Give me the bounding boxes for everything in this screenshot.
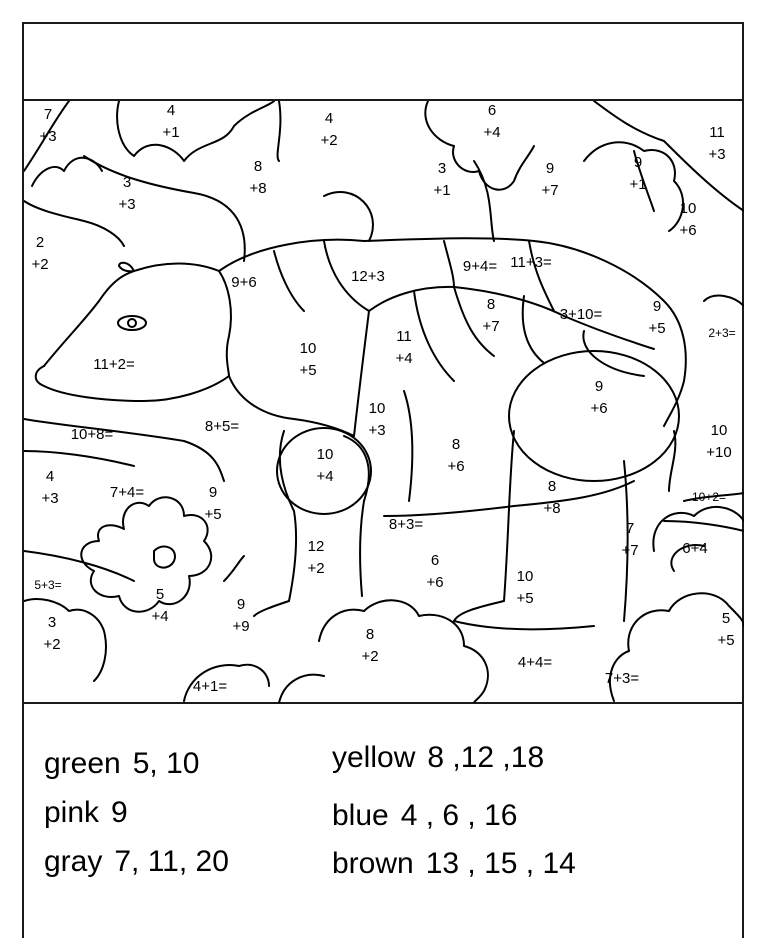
region-label: 3 +1 bbox=[433, 160, 451, 199]
region-label: 5+3= bbox=[34, 578, 62, 592]
region-label: 4 +2 bbox=[320, 110, 338, 149]
region-label: 8+5= bbox=[204, 418, 240, 435]
region-label: 9 +1 bbox=[629, 154, 647, 193]
region-label: 8+3= bbox=[388, 516, 424, 533]
legend-color: green bbox=[44, 747, 121, 780]
region-label: 10 +5 bbox=[516, 568, 534, 607]
region-label: 10+2= bbox=[691, 490, 727, 504]
legend-color: yellow bbox=[332, 741, 416, 774]
region-label: 10+8= bbox=[70, 426, 114, 443]
region-label: 6+4 bbox=[682, 540, 708, 557]
legend-blue bbox=[332, 801, 517, 831]
region-label: 2+3= bbox=[708, 326, 736, 340]
legend-color: blue bbox=[332, 799, 389, 832]
region-label: 2 +2 bbox=[31, 234, 49, 273]
legend-numbers: 9 bbox=[111, 796, 128, 829]
region-label: 9 +6 bbox=[590, 378, 608, 417]
coloring-picture bbox=[24, 101, 744, 703]
region-label: 8 +8 bbox=[249, 158, 267, 197]
legend-numbers: 4 , 6 , 16 bbox=[400, 799, 518, 832]
region-label: 10 +4 bbox=[316, 446, 334, 485]
region-label: 9+6 bbox=[231, 274, 257, 291]
region-label: 12+3 bbox=[351, 268, 385, 285]
region-label: 9+4= bbox=[462, 258, 498, 275]
region-label: 10 +3 bbox=[368, 400, 386, 439]
region-label: 10 +10 bbox=[706, 422, 732, 461]
region-label: 11 +3 bbox=[708, 124, 726, 163]
region-label: 8 +2 bbox=[361, 626, 379, 665]
region-label: 11 +4 bbox=[395, 328, 413, 367]
legend-yellow bbox=[332, 743, 544, 773]
region-label: 9 +9 bbox=[232, 596, 250, 635]
region-label: 5 +5 bbox=[717, 610, 735, 649]
legend-color: gray bbox=[44, 845, 103, 878]
region-label: 4 +3 bbox=[41, 468, 59, 507]
region-label: 8 +7 bbox=[482, 296, 500, 335]
region-label: 4+1= bbox=[192, 678, 228, 695]
region-label: 4 +1 bbox=[162, 102, 180, 141]
region-label: 4+4= bbox=[517, 654, 553, 671]
region-label: 7+4= bbox=[109, 484, 145, 501]
region-label: 7 +7 bbox=[621, 520, 639, 559]
region-label: 3 +3 bbox=[118, 174, 136, 213]
region-label: 9 +5 bbox=[204, 484, 222, 523]
region-label: 3 +2 bbox=[43, 614, 61, 653]
legend-numbers: 7, 11, 20 bbox=[114, 845, 229, 878]
legend-color: brown bbox=[332, 847, 414, 880]
legend-color: pink bbox=[44, 796, 100, 829]
region-label: 6 +4 bbox=[483, 102, 501, 141]
region-label: 7 +3 bbox=[39, 106, 57, 145]
legend-numbers: 13 , 15 , 14 bbox=[425, 847, 576, 880]
region-label: 11+3= bbox=[510, 254, 552, 271]
region-label: 5 +4 bbox=[151, 586, 169, 625]
region-label: 9 +5 bbox=[648, 298, 666, 337]
legend-numbers: 5, 10 bbox=[132, 747, 200, 780]
color-key bbox=[24, 705, 744, 938]
region-label: 7+3= bbox=[604, 670, 640, 687]
region-label: 8 +8 bbox=[543, 478, 561, 517]
legend-green bbox=[44, 749, 199, 779]
region-label: 6 +6 bbox=[426, 552, 444, 591]
region-label: 9 +7 bbox=[541, 160, 559, 199]
region-label: 8 +6 bbox=[447, 436, 465, 475]
legend-pink bbox=[44, 798, 128, 828]
region-label: 11+2= bbox=[93, 356, 135, 373]
legend-gray bbox=[44, 847, 229, 877]
region-label: 3+10= bbox=[559, 306, 603, 323]
region-label: 10 +5 bbox=[299, 340, 317, 379]
region-label: 10 +6 bbox=[679, 200, 697, 239]
legend-brown bbox=[332, 849, 576, 879]
legend-numbers: 8 ,12 ,18 bbox=[427, 741, 545, 774]
region-label: 12 +2 bbox=[307, 538, 325, 577]
